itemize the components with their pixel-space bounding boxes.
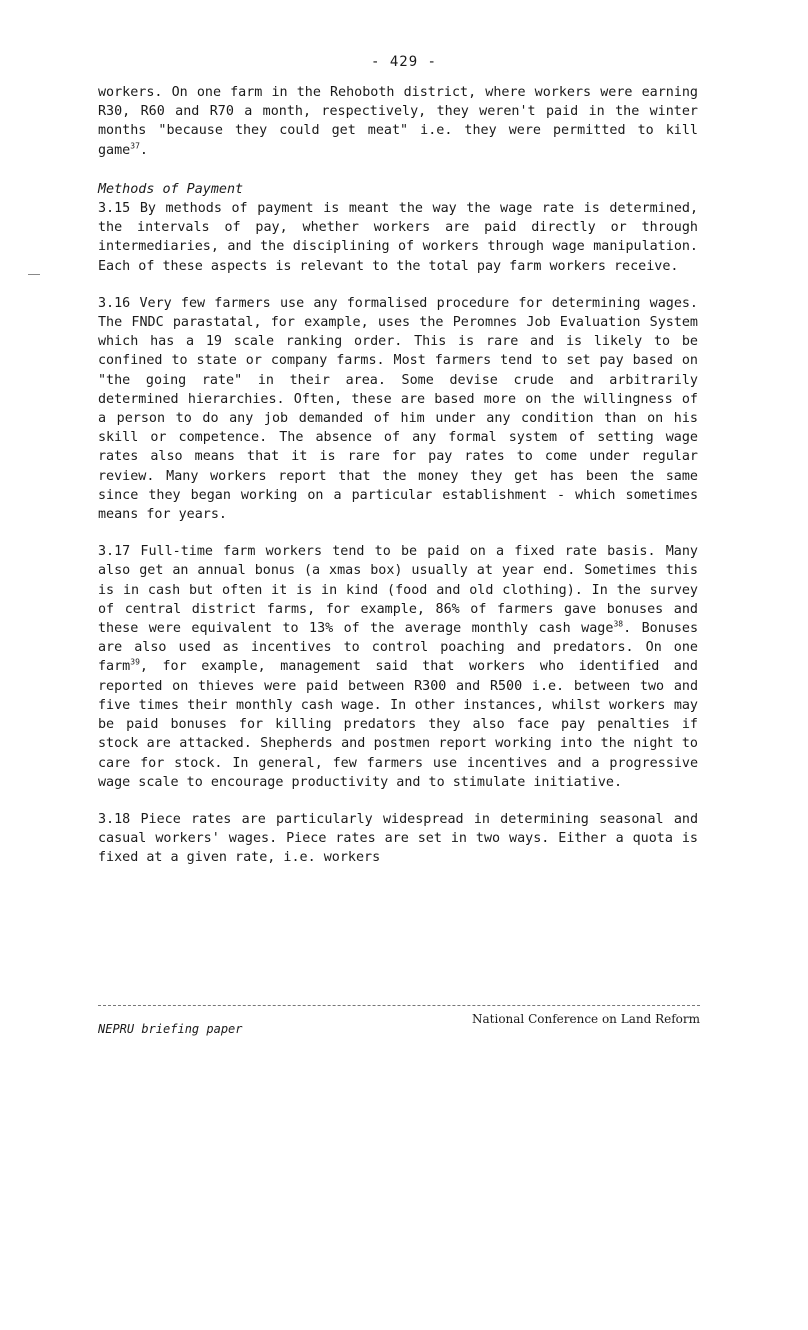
footer-source: NEPRU briefing paper <box>98 1022 243 1036</box>
paragraph-3-17-part-b: . Bonuses are also used as incentives to control poaching and predators. On one farm <box>98 621 698 675</box>
footnote-ref: 39 <box>130 658 140 668</box>
paragraph-3-16: 3.16 Very few farmers use any formalised procedure for determining wages. The FNDC parastatal, for example, uses the Peromnes Job Evaluation System which has a 19 scale ranking order. This is rare and is likely to be confined to state or company farms. Most farmers tend to set pay based on "the going rate" in their area. Some devise crude and arbitrarily determined hierarchies. Often, these are based more on the willingness of a person to do any job demanded of him under any condition than on his skill or competence. The absence of any formal system of setting wage rates also means that it is rare for pay rates to come under regular review. Many workers report that the money they get has been the same since they began working on a particular establishment - which sometimes means for years. <box>98 295 698 523</box>
footnote-ref: 37 <box>130 141 140 151</box>
footer-rule <box>98 1005 700 1006</box>
margin-mark <box>28 274 40 275</box>
section-heading: Methods of Payment <box>98 181 244 197</box>
page-number: - 429 - <box>370 54 437 70</box>
paragraph-3-17-part-a: 3.17 Full-time farm workers tend to be paid on a fixed rate basis. Many also get an annual bonus (a xmas box) usually at year end. Sometimes this is in cash but often it is in kind (food and old clothing). In the survey of central district farms, for example, 86% of farmers gave bonuses and these were equivalent to 13% of the average monthly cash wage <box>98 544 698 637</box>
intro-text: workers. On one farm in the Rehoboth district, where workers were earning R30, R60 and R70 a month, respectively, they weren't paid in the winter months "because they could get meat" i.e. they were permitted to kill game <box>98 85 698 158</box>
paragraph-3-18: 3.18 Piece rates are particularly widespread in determining seasonal and casual workers' wages. Piece rates are set in two ways. Either a quota is fixed at a given rate, i.e. workers <box>98 811 698 866</box>
paragraph-3-15: 3.15 By methods of payment is meant the way the wage rate is determined, the intervals of pay, whether workers are paid directly or through intermediaries, and the disciplining of workers through wage manipulation. Each of these aspects is relevant to the total pay farm workers receive. <box>98 201 698 274</box>
intro-end: . <box>139 142 148 158</box>
intro-paragraph <box>98 83 698 160</box>
footer-conference: National Conference on Land Reform <box>472 1012 700 1026</box>
paragraph-3-17-part-c: , for example, management said that workers who identified and reported on thieves were paid between R300 and R500 i.e. between two and five times their monthly cash wage. In other instances, whilst workers may be paid bonuses for killing predators they also face pay penalties if stock are attacked. Shepherds and postmen report working into the night to care for stock. In general, few farmers use incentives and a progressive wage scale to encourage productivity and to stimulate initiative. <box>98 659 698 790</box>
document-body <box>98 83 698 886</box>
footnote-ref: 38 <box>613 619 624 629</box>
paragraph-3-17 <box>98 542 698 792</box>
